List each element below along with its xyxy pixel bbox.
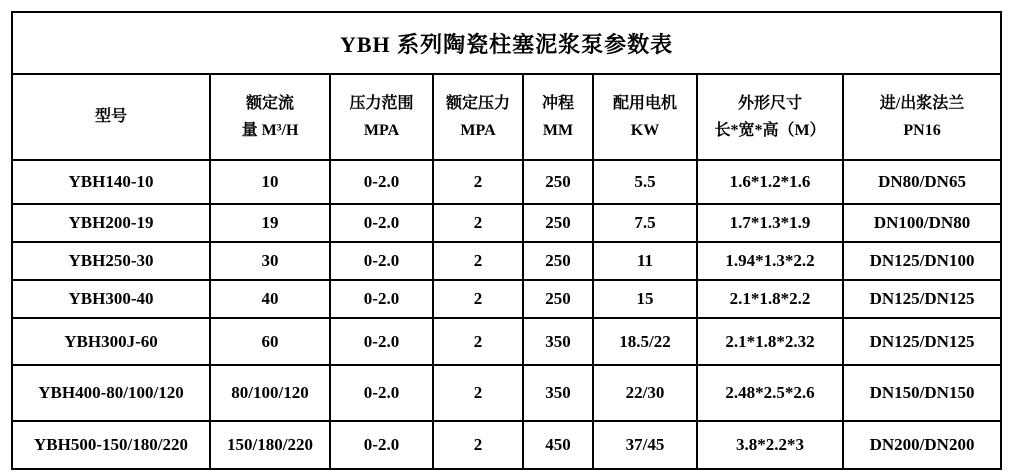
col-header-model bbox=[12, 74, 210, 160]
cell-rated-flow: 40 bbox=[210, 280, 330, 318]
cell-motor-power: 11 bbox=[593, 242, 697, 280]
col-header-pressure-range-line2: MPA bbox=[363, 122, 400, 139]
table-row bbox=[12, 242, 1001, 280]
cell-stroke: 450 bbox=[523, 421, 593, 469]
cell-motor-power: 7.5 bbox=[593, 204, 697, 242]
cell-stroke: 250 bbox=[523, 242, 593, 280]
col-header-flange-line2: PN16 bbox=[903, 122, 941, 139]
cell-flange: DN125/DN100 bbox=[843, 242, 1001, 280]
cell-pressure-range: 0-2.0 bbox=[330, 160, 433, 204]
cell-rated-pressure: 2 bbox=[433, 421, 523, 469]
cell-pressure-range: 0-2.0 bbox=[330, 280, 433, 318]
col-header-pressure-range-line1: 压力范围 bbox=[349, 94, 414, 112]
cell-rated-pressure: 2 bbox=[433, 280, 523, 318]
cell-dimensions: 2.1*1.8*2.32 bbox=[697, 318, 843, 365]
table-title: YBH 系列陶瓷柱塞泥浆泵参数表 bbox=[12, 12, 1001, 74]
pump-parameter-table bbox=[11, 11, 1002, 470]
cell-rated-pressure: 2 bbox=[433, 365, 523, 421]
cell-motor-power: 22/30 bbox=[593, 365, 697, 421]
col-header-motor-power-line1: 配用电机 bbox=[612, 94, 677, 112]
cell-pressure-range: 0-2.0 bbox=[330, 242, 433, 280]
cell-dimensions: 3.8*2.2*3 bbox=[697, 421, 843, 469]
table-row bbox=[12, 421, 1001, 469]
col-header-rated-pressure bbox=[433, 74, 523, 160]
cell-dimensions: 1.6*1.2*1.6 bbox=[697, 160, 843, 204]
cell-rated-flow: 80/100/120 bbox=[210, 365, 330, 421]
cell-rated-flow: 150/180/220 bbox=[210, 421, 330, 469]
cell-model: YBH500-150/180/220 bbox=[12, 421, 210, 469]
cell-model: YBH200-19 bbox=[12, 204, 210, 242]
cell-rated-flow: 30 bbox=[210, 242, 330, 280]
col-header-pressure-range bbox=[330, 74, 433, 160]
col-header-stroke bbox=[523, 74, 593, 160]
cell-dimensions: 2.1*1.8*2.2 bbox=[697, 280, 843, 318]
cell-motor-power: 15 bbox=[593, 280, 697, 318]
cell-rated-flow: 60 bbox=[210, 318, 330, 365]
cell-flange: DN100/DN80 bbox=[843, 204, 1001, 242]
cell-model: YBH250-30 bbox=[12, 242, 210, 280]
col-header-stroke-line1: 冲程 bbox=[541, 94, 574, 112]
cell-pressure-range: 0-2.0 bbox=[330, 318, 433, 365]
cell-flange: DN125/DN125 bbox=[843, 318, 1001, 365]
col-header-dimensions bbox=[697, 74, 843, 160]
cell-dimensions: 1.7*1.3*1.9 bbox=[697, 204, 843, 242]
col-header-motor-power-line2: KW bbox=[630, 122, 660, 139]
cell-stroke: 350 bbox=[523, 365, 593, 421]
cell-rated-pressure: 2 bbox=[433, 318, 523, 365]
table-row bbox=[12, 365, 1001, 421]
cell-dimensions: 2.48*2.5*2.6 bbox=[697, 365, 843, 421]
cell-stroke: 250 bbox=[523, 280, 593, 318]
col-header-rated-pressure-line2: MPA bbox=[460, 122, 496, 139]
cell-rated-pressure: 2 bbox=[433, 242, 523, 280]
cell-stroke: 250 bbox=[523, 204, 593, 242]
cell-rated-pressure: 2 bbox=[433, 160, 523, 204]
cell-flange: DN80/DN65 bbox=[843, 160, 1001, 204]
header-row bbox=[12, 74, 1001, 160]
cell-rated-flow: 10 bbox=[210, 160, 330, 204]
title-row bbox=[12, 12, 1001, 74]
col-header-dimensions-line1: 外形尺寸 bbox=[737, 94, 802, 112]
cell-model: YBH300-40 bbox=[12, 280, 210, 318]
col-header-flange bbox=[843, 74, 1001, 160]
table-row bbox=[12, 160, 1001, 204]
col-header-dimensions-line2: 长*宽*高（M） bbox=[714, 122, 826, 139]
table-row bbox=[12, 318, 1001, 365]
cell-flange: DN150/DN150 bbox=[843, 365, 1001, 421]
cell-dimensions: 1.94*1.3*2.2 bbox=[697, 242, 843, 280]
cell-motor-power: 37/45 bbox=[593, 421, 697, 469]
col-header-model-line1: 型号 bbox=[94, 108, 127, 126]
cell-model: YBH400-80/100/120 bbox=[12, 365, 210, 421]
cell-rated-pressure: 2 bbox=[433, 204, 523, 242]
cell-motor-power: 5.5 bbox=[593, 160, 697, 204]
cell-pressure-range: 0-2.0 bbox=[330, 204, 433, 242]
col-header-motor-power bbox=[593, 74, 697, 160]
cell-pressure-range: 0-2.0 bbox=[330, 421, 433, 469]
col-header-flange-line1: 进/出浆法兰 bbox=[879, 94, 965, 112]
cell-stroke: 350 bbox=[523, 318, 593, 365]
cell-motor-power: 18.5/22 bbox=[593, 318, 697, 365]
table-row bbox=[12, 204, 1001, 242]
col-header-rated-flow-line1: 额定流 bbox=[245, 94, 294, 112]
col-header-rated-flow-line2: 量 M³/H bbox=[241, 122, 299, 139]
cell-flange: DN200/DN200 bbox=[843, 421, 1001, 469]
cell-stroke: 250 bbox=[523, 160, 593, 204]
cell-pressure-range: 0-2.0 bbox=[330, 365, 433, 421]
col-header-stroke-line2: MM bbox=[542, 122, 574, 139]
col-header-rated-flow bbox=[210, 74, 330, 160]
col-header-rated-pressure-line1: 额定压力 bbox=[445, 94, 510, 112]
cell-model: YBH140-10 bbox=[12, 160, 210, 204]
cell-model: YBH300J-60 bbox=[12, 318, 210, 365]
table-row bbox=[12, 280, 1001, 318]
cell-rated-flow: 19 bbox=[210, 204, 330, 242]
cell-flange: DN125/DN125 bbox=[843, 280, 1001, 318]
